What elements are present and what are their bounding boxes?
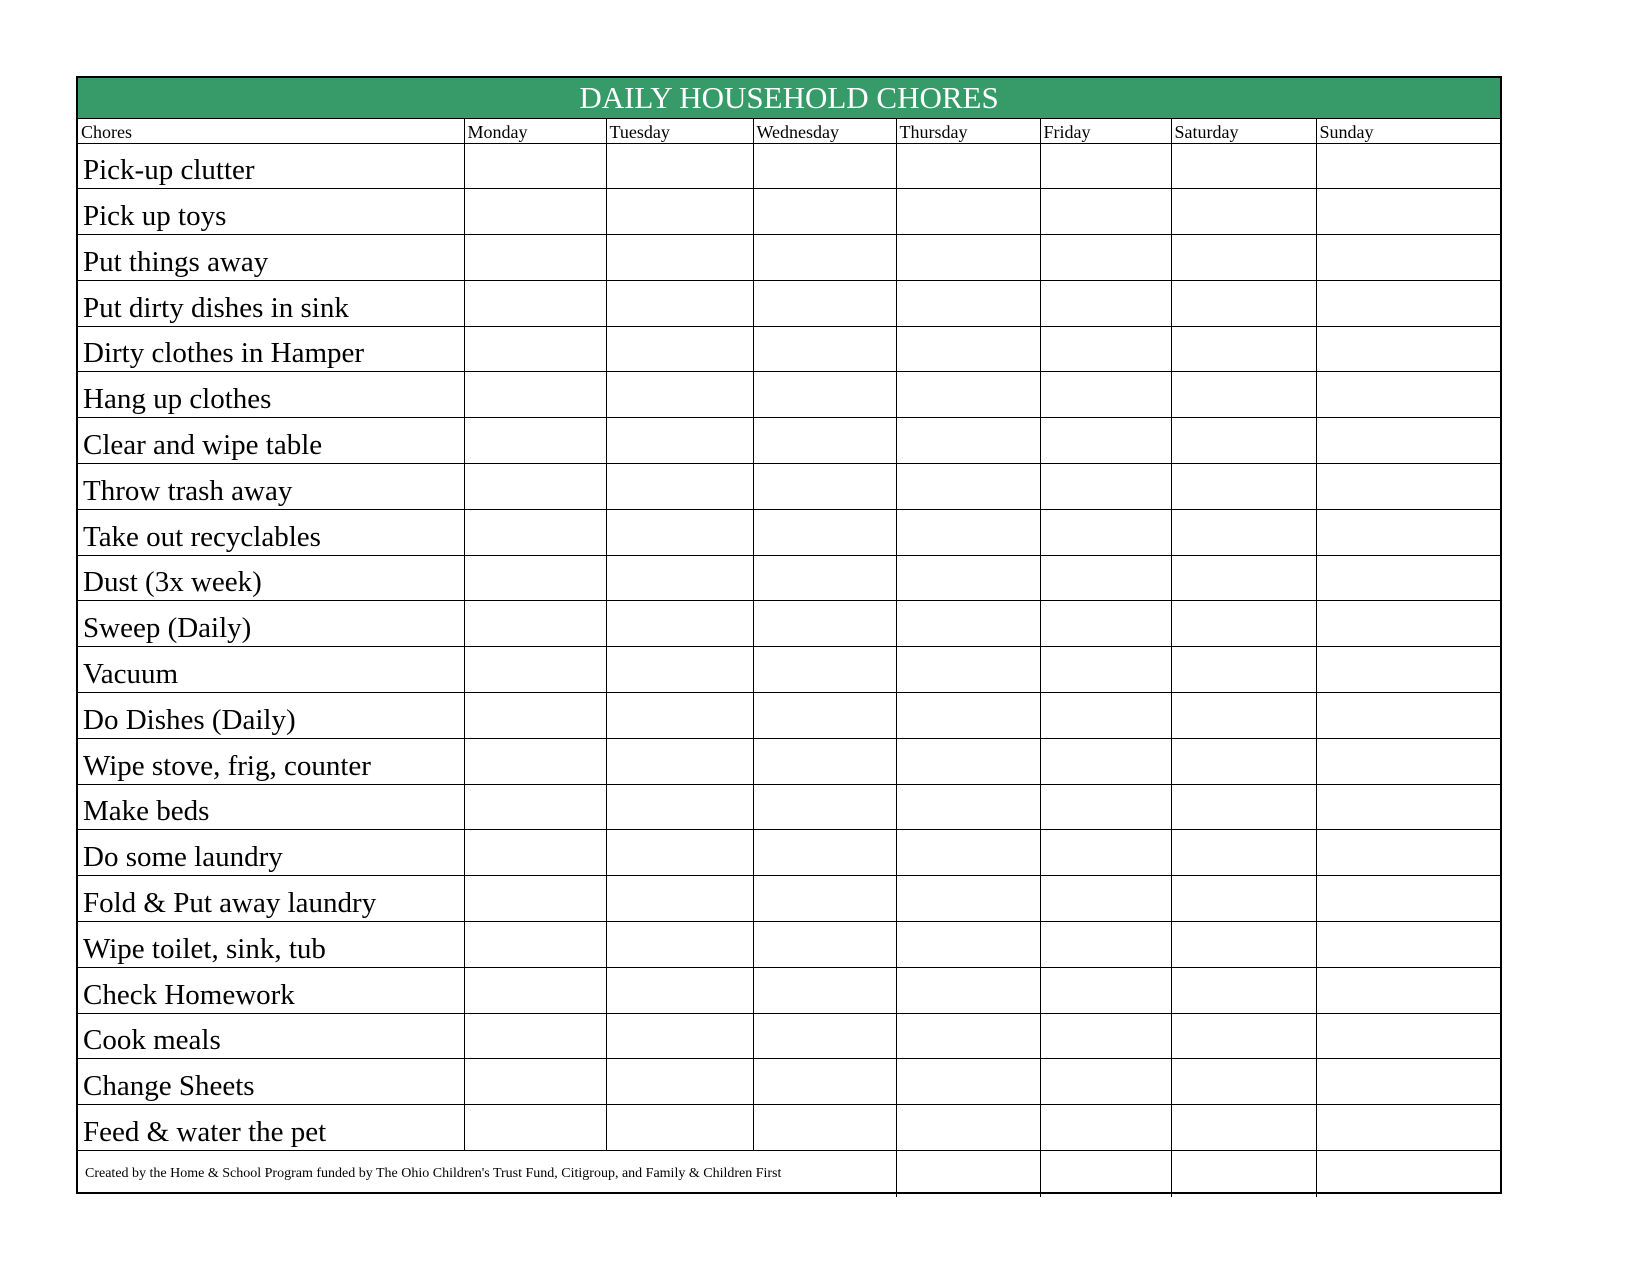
check-cell-monday[interactable] bbox=[464, 647, 606, 693]
check-cell-thursday[interactable] bbox=[896, 693, 1040, 739]
chore-row bbox=[78, 647, 1500, 693]
check-cell-friday[interactable] bbox=[1040, 967, 1171, 1013]
header-chores: Chores bbox=[78, 118, 464, 143]
check-cell-saturday[interactable] bbox=[1171, 280, 1316, 326]
check-cell-friday[interactable] bbox=[1040, 372, 1171, 418]
chore-row bbox=[78, 280, 1500, 326]
chore-row bbox=[78, 1013, 1500, 1059]
check-cell-monday[interactable] bbox=[464, 1105, 606, 1151]
check-cell-tuesday[interactable] bbox=[606, 1105, 753, 1151]
check-cell-monday[interactable] bbox=[464, 372, 606, 418]
chore-row bbox=[78, 876, 1500, 922]
header-tuesday: Tuesday bbox=[606, 118, 753, 143]
footer-cell-friday[interactable] bbox=[1040, 1151, 1171, 1197]
check-cell-saturday[interactable] bbox=[1171, 418, 1316, 464]
check-cell-thursday[interactable] bbox=[896, 830, 1040, 876]
header-thursday: Thursday bbox=[896, 118, 1040, 143]
chore-row bbox=[78, 601, 1500, 647]
check-cell-friday[interactable] bbox=[1040, 922, 1171, 968]
chore-name: Do some laundry bbox=[78, 830, 464, 876]
chore-name: Take out recyclables bbox=[78, 509, 464, 555]
check-cell-wednesday[interactable] bbox=[753, 922, 896, 968]
check-cell-wednesday[interactable] bbox=[753, 509, 896, 555]
footer-row bbox=[78, 1151, 1500, 1197]
check-cell-sunday[interactable] bbox=[1316, 189, 1500, 235]
chore-name: Pick up toys bbox=[78, 189, 464, 235]
check-cell-saturday[interactable] bbox=[1171, 509, 1316, 555]
chore-name: Dirty clothes in Hamper bbox=[78, 326, 464, 372]
check-cell-sunday[interactable] bbox=[1316, 738, 1500, 784]
check-cell-wednesday[interactable] bbox=[753, 601, 896, 647]
check-cell-tuesday[interactable] bbox=[606, 876, 753, 922]
check-cell-tuesday[interactable] bbox=[606, 1059, 753, 1105]
chore-name: Put dirty dishes in sink bbox=[78, 280, 464, 326]
chore-name: Do Dishes (Daily) bbox=[78, 693, 464, 739]
check-cell-thursday[interactable] bbox=[896, 601, 1040, 647]
check-cell-friday[interactable] bbox=[1040, 418, 1171, 464]
check-cell-monday[interactable] bbox=[464, 784, 606, 830]
check-cell-thursday[interactable] bbox=[896, 1013, 1040, 1059]
chore-row bbox=[78, 738, 1500, 784]
check-cell-thursday[interactable] bbox=[896, 784, 1040, 830]
check-cell-monday[interactable] bbox=[464, 555, 606, 601]
check-cell-tuesday[interactable] bbox=[606, 372, 753, 418]
check-cell-monday[interactable] bbox=[464, 189, 606, 235]
chore-name: Pick-up clutter bbox=[78, 143, 464, 189]
check-cell-friday[interactable] bbox=[1040, 738, 1171, 784]
chore-name: Feed & water the pet bbox=[78, 1105, 464, 1151]
check-cell-thursday[interactable] bbox=[896, 922, 1040, 968]
check-cell-saturday[interactable] bbox=[1171, 601, 1316, 647]
check-cell-wednesday[interactable] bbox=[753, 235, 896, 281]
check-cell-thursday[interactable] bbox=[896, 876, 1040, 922]
check-cell-tuesday[interactable] bbox=[606, 235, 753, 281]
chore-name: Check Homework bbox=[78, 967, 464, 1013]
check-cell-saturday[interactable] bbox=[1171, 738, 1316, 784]
check-cell-friday[interactable] bbox=[1040, 601, 1171, 647]
check-cell-friday[interactable] bbox=[1040, 555, 1171, 601]
chore-name: Sweep (Daily) bbox=[78, 601, 464, 647]
header-monday: Monday bbox=[464, 118, 606, 143]
check-cell-tuesday[interactable] bbox=[606, 1013, 753, 1059]
check-cell-tuesday[interactable] bbox=[606, 326, 753, 372]
header-friday: Friday bbox=[1040, 118, 1171, 143]
check-cell-wednesday[interactable] bbox=[753, 738, 896, 784]
check-cell-monday[interactable] bbox=[464, 235, 606, 281]
check-cell-saturday[interactable] bbox=[1171, 647, 1316, 693]
check-cell-wednesday[interactable] bbox=[753, 143, 896, 189]
check-cell-sunday[interactable] bbox=[1316, 280, 1500, 326]
check-cell-saturday[interactable] bbox=[1171, 830, 1316, 876]
header-wednesday: Wednesday bbox=[753, 118, 896, 143]
check-cell-wednesday[interactable] bbox=[753, 464, 896, 510]
chore-row bbox=[78, 693, 1500, 739]
check-cell-tuesday[interactable] bbox=[606, 509, 753, 555]
check-cell-saturday[interactable] bbox=[1171, 143, 1316, 189]
check-cell-sunday[interactable] bbox=[1316, 830, 1500, 876]
check-cell-monday[interactable] bbox=[464, 1059, 606, 1105]
check-cell-monday[interactable] bbox=[464, 280, 606, 326]
check-cell-saturday[interactable] bbox=[1171, 326, 1316, 372]
check-cell-wednesday[interactable] bbox=[753, 647, 896, 693]
check-cell-thursday[interactable] bbox=[896, 1059, 1040, 1105]
check-cell-friday[interactable] bbox=[1040, 1059, 1171, 1105]
chore-name: Clear and wipe table bbox=[78, 418, 464, 464]
check-cell-tuesday[interactable] bbox=[606, 922, 753, 968]
chore-name: Change Sheets bbox=[78, 1059, 464, 1105]
chore-name: Fold & Put away laundry bbox=[78, 876, 464, 922]
chore-row bbox=[78, 372, 1500, 418]
footer-cell-sunday[interactable] bbox=[1316, 1151, 1500, 1197]
check-cell-friday[interactable] bbox=[1040, 693, 1171, 739]
check-cell-sunday[interactable] bbox=[1316, 418, 1500, 464]
chore-row bbox=[78, 509, 1500, 555]
check-cell-thursday[interactable] bbox=[896, 418, 1040, 464]
check-cell-saturday[interactable] bbox=[1171, 189, 1316, 235]
chore-row bbox=[78, 1059, 1500, 1105]
check-cell-sunday[interactable] bbox=[1316, 967, 1500, 1013]
check-cell-friday[interactable] bbox=[1040, 235, 1171, 281]
chore-row bbox=[78, 326, 1500, 372]
check-cell-friday[interactable] bbox=[1040, 143, 1171, 189]
check-cell-wednesday[interactable] bbox=[753, 555, 896, 601]
check-cell-sunday[interactable] bbox=[1316, 464, 1500, 510]
check-cell-saturday[interactable] bbox=[1171, 784, 1316, 830]
check-cell-friday[interactable] bbox=[1040, 509, 1171, 555]
check-cell-friday[interactable] bbox=[1040, 876, 1171, 922]
check-cell-tuesday[interactable] bbox=[606, 418, 753, 464]
check-cell-monday[interactable] bbox=[464, 326, 606, 372]
credit-line: Created by the Home & School Program funded by The Ohio Children's Trust Fund, Citigroup, and Family & Children First bbox=[78, 1151, 896, 1197]
check-cell-thursday[interactable] bbox=[896, 1105, 1040, 1151]
chore-name: Cook meals bbox=[78, 1013, 464, 1059]
check-cell-tuesday[interactable] bbox=[606, 601, 753, 647]
check-cell-wednesday[interactable] bbox=[753, 372, 896, 418]
check-cell-saturday[interactable] bbox=[1171, 967, 1316, 1013]
check-cell-thursday[interactable] bbox=[896, 464, 1040, 510]
check-cell-tuesday[interactable] bbox=[606, 967, 753, 1013]
check-cell-saturday[interactable] bbox=[1171, 922, 1316, 968]
header-sunday: Sunday bbox=[1316, 118, 1500, 143]
check-cell-saturday[interactable] bbox=[1171, 1013, 1316, 1059]
footer-cell-thursday[interactable] bbox=[896, 1151, 1040, 1197]
chore-name: Hang up clothes bbox=[78, 372, 464, 418]
check-cell-wednesday[interactable] bbox=[753, 326, 896, 372]
check-cell-friday[interactable] bbox=[1040, 784, 1171, 830]
check-cell-sunday[interactable] bbox=[1316, 1013, 1500, 1059]
check-cell-tuesday[interactable] bbox=[606, 280, 753, 326]
header-saturday: Saturday bbox=[1171, 118, 1316, 143]
check-cell-wednesday[interactable] bbox=[753, 830, 896, 876]
check-cell-sunday[interactable] bbox=[1316, 784, 1500, 830]
chore-row bbox=[78, 967, 1500, 1013]
check-cell-friday[interactable] bbox=[1040, 464, 1171, 510]
check-cell-wednesday[interactable] bbox=[753, 1105, 896, 1151]
check-cell-monday[interactable] bbox=[464, 830, 606, 876]
column-header-row bbox=[78, 118, 1500, 143]
check-cell-wednesday[interactable] bbox=[753, 1059, 896, 1105]
check-cell-sunday[interactable] bbox=[1316, 509, 1500, 555]
chore-row bbox=[78, 1105, 1500, 1151]
chore-row bbox=[78, 830, 1500, 876]
check-cell-sunday[interactable] bbox=[1316, 693, 1500, 739]
check-cell-sunday[interactable] bbox=[1316, 143, 1500, 189]
check-cell-saturday[interactable] bbox=[1171, 1059, 1316, 1105]
check-cell-sunday[interactable] bbox=[1316, 372, 1500, 418]
check-cell-monday[interactable] bbox=[464, 509, 606, 555]
check-cell-monday[interactable] bbox=[464, 738, 606, 784]
check-cell-sunday[interactable] bbox=[1316, 1059, 1500, 1105]
check-cell-tuesday[interactable] bbox=[606, 647, 753, 693]
check-cell-friday[interactable] bbox=[1040, 326, 1171, 372]
check-cell-wednesday[interactable] bbox=[753, 418, 896, 464]
chore-name: Make beds bbox=[78, 784, 464, 830]
check-cell-thursday[interactable] bbox=[896, 326, 1040, 372]
check-cell-thursday[interactable] bbox=[896, 280, 1040, 326]
check-cell-monday[interactable] bbox=[464, 922, 606, 968]
check-cell-thursday[interactable] bbox=[896, 509, 1040, 555]
check-cell-monday[interactable] bbox=[464, 693, 606, 739]
check-cell-tuesday[interactable] bbox=[606, 189, 753, 235]
check-cell-wednesday[interactable] bbox=[753, 967, 896, 1013]
chore-row bbox=[78, 784, 1500, 830]
check-cell-wednesday[interactable] bbox=[753, 280, 896, 326]
check-cell-wednesday[interactable] bbox=[753, 189, 896, 235]
check-cell-sunday[interactable] bbox=[1316, 876, 1500, 922]
chore-name: Put things away bbox=[78, 235, 464, 281]
chore-name: Vacuum bbox=[78, 647, 464, 693]
check-cell-wednesday[interactable] bbox=[753, 784, 896, 830]
check-cell-monday[interactable] bbox=[464, 876, 606, 922]
check-cell-tuesday[interactable] bbox=[606, 143, 753, 189]
check-cell-saturday[interactable] bbox=[1171, 235, 1316, 281]
check-cell-thursday[interactable] bbox=[896, 555, 1040, 601]
check-cell-saturday[interactable] bbox=[1171, 555, 1316, 601]
chore-name: Wipe toilet, sink, tub bbox=[78, 922, 464, 968]
check-cell-tuesday[interactable] bbox=[606, 555, 753, 601]
check-cell-sunday[interactable] bbox=[1316, 1105, 1500, 1151]
check-cell-monday[interactable] bbox=[464, 418, 606, 464]
check-cell-wednesday[interactable] bbox=[753, 876, 896, 922]
check-cell-monday[interactable] bbox=[464, 464, 606, 510]
check-cell-friday[interactable] bbox=[1040, 830, 1171, 876]
check-cell-friday[interactable] bbox=[1040, 1105, 1171, 1151]
check-cell-tuesday[interactable] bbox=[606, 738, 753, 784]
chore-row bbox=[78, 464, 1500, 510]
check-cell-thursday[interactable] bbox=[896, 967, 1040, 1013]
chore-name: Dust (3x week) bbox=[78, 555, 464, 601]
chore-name: Wipe stove, frig, counter bbox=[78, 738, 464, 784]
check-cell-wednesday[interactable] bbox=[753, 1013, 896, 1059]
chore-row bbox=[78, 418, 1500, 464]
check-cell-monday[interactable] bbox=[464, 967, 606, 1013]
check-cell-friday[interactable] bbox=[1040, 1013, 1171, 1059]
check-cell-friday[interactable] bbox=[1040, 647, 1171, 693]
check-cell-thursday[interactable] bbox=[896, 372, 1040, 418]
check-cell-friday[interactable] bbox=[1040, 280, 1171, 326]
chore-row bbox=[78, 143, 1500, 189]
check-cell-monday[interactable] bbox=[464, 601, 606, 647]
footer-cell-saturday[interactable] bbox=[1171, 1151, 1316, 1197]
check-cell-tuesday[interactable] bbox=[606, 830, 753, 876]
check-cell-wednesday[interactable] bbox=[753, 693, 896, 739]
check-cell-thursday[interactable] bbox=[896, 738, 1040, 784]
check-cell-sunday[interactable] bbox=[1316, 326, 1500, 372]
check-cell-monday[interactable] bbox=[464, 143, 606, 189]
check-cell-monday[interactable] bbox=[464, 1013, 606, 1059]
check-cell-sunday[interactable] bbox=[1316, 555, 1500, 601]
check-cell-saturday[interactable] bbox=[1171, 876, 1316, 922]
check-cell-sunday[interactable] bbox=[1316, 647, 1500, 693]
check-cell-sunday[interactable] bbox=[1316, 601, 1500, 647]
check-cell-tuesday[interactable] bbox=[606, 784, 753, 830]
chore-name: Throw trash away bbox=[78, 464, 464, 510]
check-cell-saturday[interactable] bbox=[1171, 693, 1316, 739]
chore-row bbox=[78, 555, 1500, 601]
check-cell-tuesday[interactable] bbox=[606, 464, 753, 510]
check-cell-saturday[interactable] bbox=[1171, 464, 1316, 510]
chore-list bbox=[78, 143, 1500, 1151]
check-cell-tuesday[interactable] bbox=[606, 693, 753, 739]
check-cell-saturday[interactable] bbox=[1171, 1105, 1316, 1151]
check-cell-saturday[interactable] bbox=[1171, 372, 1316, 418]
check-cell-thursday[interactable] bbox=[896, 189, 1040, 235]
check-cell-thursday[interactable] bbox=[896, 647, 1040, 693]
chore-chart-sheet bbox=[76, 76, 1502, 1194]
check-cell-sunday[interactable] bbox=[1316, 235, 1500, 281]
chore-row bbox=[78, 922, 1500, 968]
chore-chart-table bbox=[78, 78, 1500, 1197]
check-cell-thursday[interactable] bbox=[896, 235, 1040, 281]
chore-row bbox=[78, 235, 1500, 281]
check-cell-thursday[interactable] bbox=[896, 143, 1040, 189]
chart-title: DAILY HOUSEHOLD CHORES bbox=[78, 78, 1500, 118]
chore-row bbox=[78, 189, 1500, 235]
check-cell-friday[interactable] bbox=[1040, 189, 1171, 235]
check-cell-sunday[interactable] bbox=[1316, 922, 1500, 968]
